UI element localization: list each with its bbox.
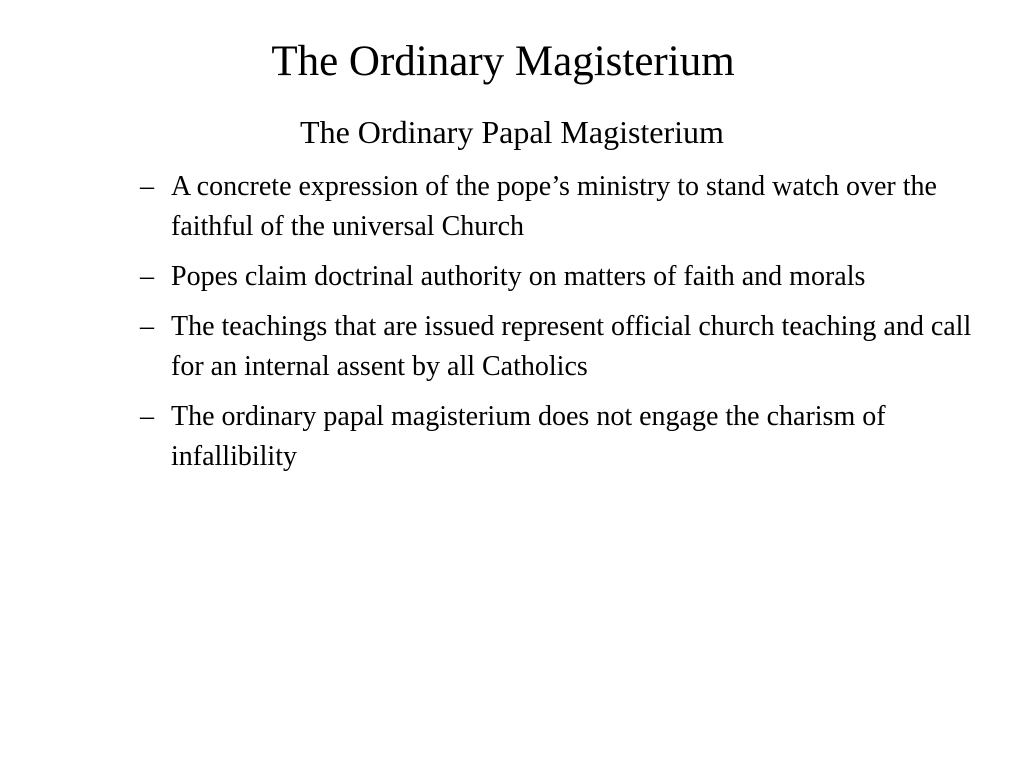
bullet-list [140,167,1000,487]
dash-bullet-icon: – [140,261,154,292]
bullet-text: The ordinary papal magisterium does not engage the charism of infallibility [171,401,886,472]
bullet-item [140,307,1000,387]
bullet-text: A concrete expression of the pope’s ministry to stand watch over the faithful of the universal Church [171,171,937,242]
bullet-text: Popes claim doctrinal authority on matters of faith and morals [171,261,866,292]
dash-bullet-icon: – [140,311,154,342]
bullet-item [140,397,1000,477]
dash-bullet-icon: – [140,401,154,432]
bullet-item [140,167,1000,247]
bullet-text: The teachings that are issued represent official church teaching and call for an internal assent by all Catholics [171,311,972,382]
bullet-item [140,257,1000,297]
slide-subtitle: The Ordinary Papal Magisterium [300,114,724,150]
dash-bullet-icon: – [140,171,154,202]
slide-title: The Ordinary Magisterium [271,38,735,85]
